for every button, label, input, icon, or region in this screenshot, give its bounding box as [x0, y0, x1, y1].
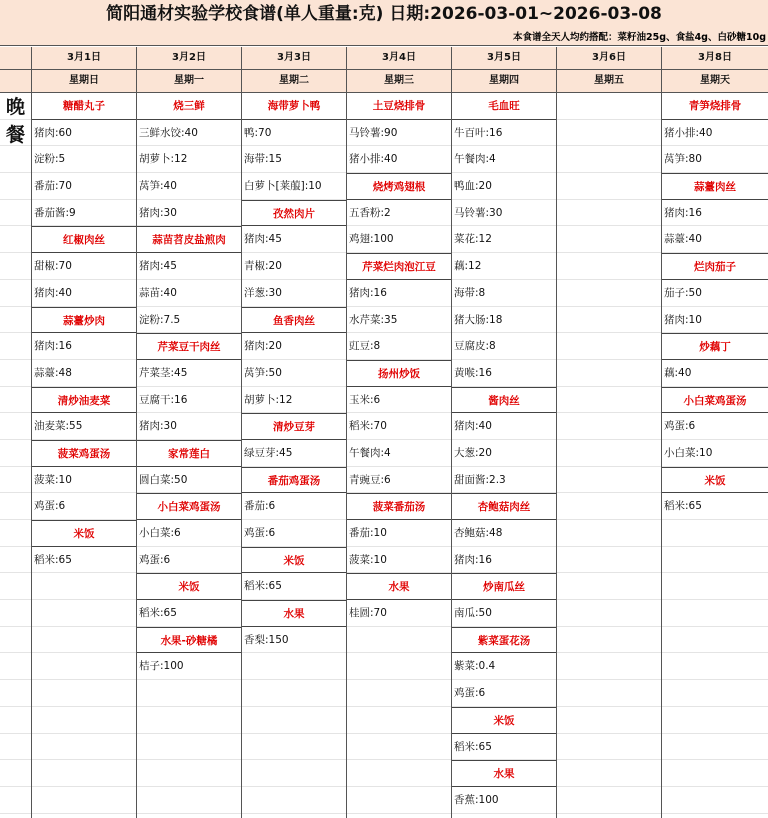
ingredient-line: 猪肉:16 — [32, 333, 136, 360]
empty-line — [557, 200, 661, 227]
ingredient-line: 蒜薹:48 — [32, 360, 136, 387]
ingredient-line: 猪肉:40 — [32, 280, 136, 307]
meal-column — [0, 93, 31, 818]
ingredient-line: 鸡蛋:6 — [662, 413, 768, 440]
empty-line — [347, 680, 451, 707]
dish-name: 米饭 — [242, 547, 346, 574]
empty-line — [557, 547, 661, 574]
ingredient-line: 稻米:65 — [137, 600, 241, 627]
dish-name: 蒜苗苕皮盐煎肉 — [137, 226, 241, 253]
day-column — [241, 93, 346, 818]
dish-name: 米饭 — [137, 573, 241, 600]
ingredient-line: 茄子:50 — [662, 280, 768, 307]
dish-name: 番茄鸡蛋汤 — [242, 467, 346, 494]
ingredient-line: 猪肉:20 — [242, 333, 346, 360]
dish-name: 孜然肉片 — [242, 200, 346, 227]
dish-name: 红椒肉丝 — [32, 226, 136, 253]
grid-line — [0, 253, 31, 280]
empty-line — [662, 520, 768, 547]
ingredient-line: 莴笋:80 — [662, 146, 768, 173]
meal-label: 晚餐 — [5, 96, 25, 146]
ingredient-line: 鸡蛋:6 — [242, 520, 346, 547]
dish-name: 水果-砂糖橘 — [137, 627, 241, 654]
grid-line — [0, 440, 31, 467]
ingredient-line: 淀粉:5 — [32, 146, 136, 173]
empty-line — [347, 787, 451, 814]
sheet-title: 简阳通材实验学校食谱(单人重量:克) 日期:2026-03-01~2026-03-08 — [0, 0, 768, 30]
ingredient-line: 番茄:10 — [347, 520, 451, 547]
dish-name: 蒜薹肉丝 — [662, 173, 768, 200]
ingredient-line: 杏鲍菇:48 — [452, 520, 556, 547]
ingredient-line: 猪肉:45 — [137, 253, 241, 280]
ingredient-line: 猪肉:16 — [452, 547, 556, 574]
date-cell: 3月2日 — [136, 47, 241, 69]
day-column — [136, 93, 241, 818]
ingredient-line: 蒜苗:40 — [137, 280, 241, 307]
ingredient-line: 藕:40 — [662, 360, 768, 387]
dish-name: 菠菜鸡蛋汤 — [32, 440, 136, 467]
empty-line — [32, 760, 136, 787]
grid-line — [0, 146, 31, 173]
empty-line — [557, 387, 661, 414]
ingredient-line: 圆白菜:50 — [137, 467, 241, 494]
day-column — [556, 93, 661, 818]
ingredient-line: 大葱:20 — [452, 440, 556, 467]
grid-line — [0, 200, 31, 227]
day-column — [661, 93, 768, 818]
empty-line — [557, 680, 661, 707]
empty-line — [32, 627, 136, 654]
empty-line — [662, 707, 768, 734]
ingredient-line: 猪肉:30 — [137, 413, 241, 440]
dish-name: 小白菜鸡蛋汤 — [137, 493, 241, 520]
ingredient-line: 青豌豆:6 — [347, 467, 451, 494]
empty-line — [557, 280, 661, 307]
empty-line — [557, 173, 661, 200]
ingredient-line: 鸭:70 — [242, 120, 346, 147]
ingredient-line: 白萝卜[莱菔]:10 — [242, 173, 346, 200]
empty-line — [662, 547, 768, 574]
ingredient-line: 猪小排:40 — [662, 120, 768, 147]
ingredient-line: 甜椒:70 — [32, 253, 136, 280]
empty-line — [137, 760, 241, 787]
grid-line — [0, 493, 31, 520]
empty-line — [557, 253, 661, 280]
dish-name: 米饭 — [452, 707, 556, 734]
ingredient-line: 菠菜:10 — [347, 547, 451, 574]
ingredient-line: 稻米:65 — [452, 734, 556, 761]
ingredient-line: 莴笋:40 — [137, 173, 241, 200]
ingredient-line: 小白菜:6 — [137, 520, 241, 547]
ingredient-line: 胡萝卜:12 — [137, 146, 241, 173]
grid-line — [0, 333, 31, 360]
ingredient-line: 番茄:70 — [32, 173, 136, 200]
dish-name: 水果 — [347, 573, 451, 600]
weekday-cell: 星期四 — [451, 70, 556, 92]
dish-name: 杏鲍菇肉丝 — [452, 493, 556, 520]
ingredient-line: 猪肉:40 — [452, 413, 556, 440]
ingredient-line: 牛百叶:16 — [452, 120, 556, 147]
empty-line — [347, 760, 451, 787]
empty-line — [242, 680, 346, 707]
empty-line — [347, 653, 451, 680]
dish-name: 酱肉丝 — [452, 387, 556, 414]
ingredient-line: 稻米:70 — [347, 413, 451, 440]
empty-line — [662, 653, 768, 680]
date-cell: 3月1日 — [31, 47, 136, 69]
grid-line — [0, 520, 31, 547]
empty-line — [242, 707, 346, 734]
dish-name: 芹菜豆干肉丝 — [137, 333, 241, 360]
dish-name: 土豆烧排骨 — [347, 93, 451, 120]
dish-name: 水果 — [452, 760, 556, 787]
ingredient-line: 番茄:6 — [242, 493, 346, 520]
empty-line — [662, 734, 768, 761]
grid-line — [0, 653, 31, 680]
date-cell: 3月5日 — [451, 47, 556, 69]
empty-line — [32, 653, 136, 680]
weekday-cell: 星期五 — [556, 70, 661, 92]
grid-line — [0, 627, 31, 654]
ingredient-line: 鸡蛋:6 — [452, 680, 556, 707]
empty-line — [137, 707, 241, 734]
header-stub — [0, 70, 31, 92]
ingredient-line: 淀粉:7.5 — [137, 307, 241, 334]
empty-line — [557, 653, 661, 680]
ingredient-line: 蒜薹:40 — [662, 226, 768, 253]
empty-line — [662, 627, 768, 654]
ingredient-line: 海带:8 — [452, 280, 556, 307]
ingredient-line: 桂圆:70 — [347, 600, 451, 627]
weekday-header-row — [0, 70, 768, 93]
dish-name: 烧烤鸡翅根 — [347, 173, 451, 200]
ingredient-line: 甜面酱:2.3 — [452, 467, 556, 494]
ingredient-line: 香梨:150 — [242, 627, 346, 654]
ingredient-line: 猪肉:16 — [347, 280, 451, 307]
empty-line — [662, 787, 768, 814]
ingredient-line: 马铃薯:30 — [452, 200, 556, 227]
ingredient-line: 猪肉:45 — [242, 226, 346, 253]
grid-line — [0, 413, 31, 440]
ingredient-line: 猪肉:60 — [32, 120, 136, 147]
grid-line — [0, 707, 31, 734]
empty-line — [557, 440, 661, 467]
empty-line — [557, 787, 661, 814]
empty-line — [557, 226, 661, 253]
dish-name: 米饭 — [662, 467, 768, 494]
empty-line — [32, 707, 136, 734]
ingredient-line: 莴笋:50 — [242, 360, 346, 387]
ingredient-line: 稻米:65 — [662, 493, 768, 520]
ingredient-line: 紫菜:0.4 — [452, 653, 556, 680]
ingredient-line: 猪大肠:18 — [452, 307, 556, 334]
day-column — [31, 93, 136, 818]
dish-name: 炒藕丁 — [662, 333, 768, 360]
grid-line — [0, 573, 31, 600]
ingredient-line: 水芹菜:35 — [347, 307, 451, 334]
header-stub — [0, 47, 31, 69]
ingredient-line: 猪肉:10 — [662, 307, 768, 334]
weekday-cell: 星期日 — [31, 70, 136, 92]
date-cell: 3月6日 — [556, 47, 661, 69]
empty-line — [347, 707, 451, 734]
dish-name: 家常莲白 — [137, 440, 241, 467]
empty-line — [662, 680, 768, 707]
empty-line — [347, 627, 451, 654]
dish-name: 小白菜鸡蛋汤 — [662, 387, 768, 414]
grid-line — [0, 760, 31, 787]
empty-line — [32, 787, 136, 814]
weekday-cell: 星期二 — [241, 70, 346, 92]
ingredient-line: 鸡蛋:6 — [32, 493, 136, 520]
ingredient-line: 鸡翅:100 — [347, 226, 451, 253]
ingredient-line: 猪肉:16 — [662, 200, 768, 227]
ingredient-line: 玉米:6 — [347, 387, 451, 414]
empty-line — [557, 707, 661, 734]
ingredient-line: 鸡蛋:6 — [137, 547, 241, 574]
empty-line — [662, 760, 768, 787]
date-header-row — [0, 47, 768, 70]
empty-line — [137, 680, 241, 707]
empty-line — [557, 760, 661, 787]
grid-line — [0, 226, 31, 253]
ingredient-line: 胡萝卜:12 — [242, 387, 346, 414]
dish-name: 清炒油麦菜 — [32, 387, 136, 414]
dish-name: 毛血旺 — [452, 93, 556, 120]
grid-line — [0, 387, 31, 414]
empty-line — [242, 653, 346, 680]
ingredient-line: 鸭血:20 — [452, 173, 556, 200]
ingredient-line: 洋葱:30 — [242, 280, 346, 307]
empty-line — [347, 734, 451, 761]
ingredient-line: 稻米:65 — [32, 547, 136, 574]
weekday-cell: 星期三 — [346, 70, 451, 92]
ingredient-line: 南瓜:50 — [452, 600, 556, 627]
empty-line — [242, 787, 346, 814]
grid-line — [0, 307, 31, 334]
ingredient-line: 菜花:12 — [452, 226, 556, 253]
empty-line — [137, 787, 241, 814]
ingredient-line: 黄喉:16 — [452, 360, 556, 387]
empty-line — [557, 520, 661, 547]
ingredient-line: 番茄酱:9 — [32, 200, 136, 227]
dish-name: 清炒豆芽 — [242, 413, 346, 440]
dish-name: 烧三鲜 — [137, 93, 241, 120]
grid-line — [0, 360, 31, 387]
ingredient-line: 菠菜:10 — [32, 467, 136, 494]
seasoning-note: 本食谱全天人均约搭配：菜籽油25g、食盐4g、白砂糖10g — [0, 29, 768, 46]
empty-line — [557, 413, 661, 440]
dish-name: 水果 — [242, 600, 346, 627]
grid-line — [0, 600, 31, 627]
ingredient-line: 桔子:100 — [137, 653, 241, 680]
ingredient-line: 油麦菜:55 — [32, 413, 136, 440]
empty-line — [557, 493, 661, 520]
dish-name: 紫菜蛋花汤 — [452, 627, 556, 654]
dish-name: 炒南瓜丝 — [452, 573, 556, 600]
ingredient-line: 芹菜茎:45 — [137, 360, 241, 387]
empty-line — [32, 600, 136, 627]
ingredient-line: 小白菜:10 — [662, 440, 768, 467]
empty-line — [557, 333, 661, 360]
ingredient-line: 猪肉:30 — [137, 200, 241, 227]
empty-line — [557, 467, 661, 494]
ingredient-line: 海带:15 — [242, 146, 346, 173]
ingredient-line: 五香粉:2 — [347, 200, 451, 227]
grid-line — [0, 734, 31, 761]
dish-name: 青笋烧排骨 — [662, 93, 768, 120]
day-column — [451, 93, 556, 818]
empty-line — [557, 573, 661, 600]
empty-line — [557, 146, 661, 173]
ingredient-line: 豇豆:8 — [347, 333, 451, 360]
ingredient-line: 豆腐干:16 — [137, 387, 241, 414]
date-cell: 3月4日 — [346, 47, 451, 69]
date-cell: 3月3日 — [241, 47, 346, 69]
empty-line — [32, 573, 136, 600]
ingredient-line: 香蕉:100 — [452, 787, 556, 814]
dish-name: 菠菜番茄汤 — [347, 493, 451, 520]
empty-line — [557, 600, 661, 627]
grid-line — [0, 547, 31, 574]
empty-line — [557, 734, 661, 761]
empty-line — [557, 627, 661, 654]
empty-line — [242, 734, 346, 761]
dish-name: 糖醋丸子 — [32, 93, 136, 120]
dish-name: 海带萝卜鸭 — [242, 93, 346, 120]
ingredient-line: 藕:12 — [452, 253, 556, 280]
empty-line — [242, 760, 346, 787]
dish-name: 米饭 — [32, 520, 136, 547]
grid-line — [0, 173, 31, 200]
grid-line — [0, 680, 31, 707]
empty-line — [137, 734, 241, 761]
dish-name: 扬州炒饭 — [347, 360, 451, 387]
weekday-cell: 星期一 — [136, 70, 241, 92]
weekday-cell: 星期天 — [661, 70, 768, 92]
ingredient-line: 午餐肉:4 — [452, 146, 556, 173]
dish-name: 烂肉茄子 — [662, 253, 768, 280]
grid-line — [0, 467, 31, 494]
empty-line — [32, 680, 136, 707]
ingredient-line: 马铃薯:90 — [347, 120, 451, 147]
grid-line — [0, 280, 31, 307]
empty-line — [557, 307, 661, 334]
ingredient-line: 三鲜水饺:40 — [137, 120, 241, 147]
ingredient-line: 稻米:65 — [242, 573, 346, 600]
empty-line — [557, 120, 661, 147]
empty-line — [32, 734, 136, 761]
dish-name: 芹菜烂肉泡江豆 — [347, 253, 451, 280]
dish-name: 鱼香肉丝 — [242, 307, 346, 334]
dish-name: 蒜薹炒肉 — [32, 307, 136, 334]
ingredient-line: 豆腐皮:8 — [452, 333, 556, 360]
ingredient-line: 青椒:20 — [242, 253, 346, 280]
ingredient-line: 午餐肉:4 — [347, 440, 451, 467]
empty-line — [557, 360, 661, 387]
empty-line — [662, 573, 768, 600]
date-cell: 3月8日 — [661, 47, 768, 69]
empty-line — [662, 600, 768, 627]
ingredient-line: 猪小排:40 — [347, 146, 451, 173]
day-column — [346, 93, 451, 818]
ingredient-line: 绿豆芽:45 — [242, 440, 346, 467]
empty-line — [557, 93, 661, 120]
grid-line — [0, 787, 31, 814]
